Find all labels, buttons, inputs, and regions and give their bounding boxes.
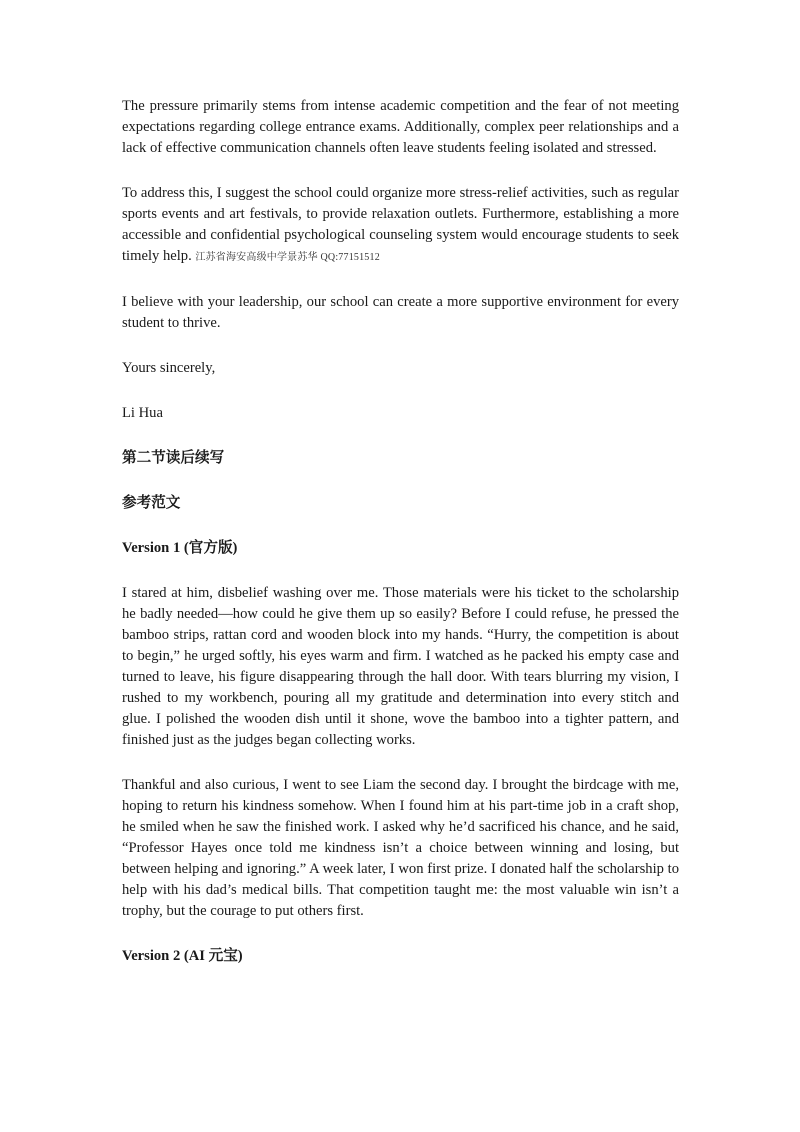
letter-signature: Li Hua bbox=[122, 405, 163, 421]
document-page bbox=[122, 96, 679, 967]
paragraph-suggestion-text: To address this, I suggest the school could organize more stress-relief activities, such as regular sports events and art festivals, to provide relaxation outlets. Furthermore, establishing a more accessible and confidential psychological counseling system would encourage students to seek timely help. bbox=[122, 185, 679, 264]
reference-heading: 参考范文 bbox=[122, 495, 181, 511]
version2-heading: Version 2 (AI 元宝) bbox=[122, 948, 243, 964]
author-watermark: 江苏省海安高级中学景苏华 QQ:77151512 bbox=[195, 252, 380, 263]
version1-paragraph-2: Thankful and also curious, I went to see Liam the second day. I brought the birdcage with me, hoping to return his kindness somehow. When I found him at his part-time job in a craft shop, he smiled when he saw the finished work. I asked why he’d sacrificed his chance, and he said, “Professor Hayes once told me kindness isn’t a choice between winning and losing, but between helping and ignoring.” A week later, I won first prize. I donated half the scholarship to help with his dad’s medical bills. That competition taught me: the most valuable win isn’t a trophy, but the courage to put others first. bbox=[122, 777, 679, 919]
paragraph-pressure: The pressure primarily stems from intense academic competition and the fear of not meeting expectations regarding college entrance exams. Additionally, complex peer relationships and a lack of effective communication channels often leave students feeling isolated and stressed. bbox=[122, 98, 679, 156]
section-heading: 第二节读后续写 bbox=[122, 450, 225, 466]
paragraph-belief: I believe with your leadership, our school can create a more supportive environment for every student to thrive. bbox=[122, 294, 679, 331]
paragraph-suggestion bbox=[122, 183, 679, 268]
letter-closing: Yours sincerely, bbox=[122, 360, 216, 376]
version1-heading: Version 1 (官方版) bbox=[122, 540, 238, 556]
version1-paragraph-1: I stared at him, disbelief washing over me. Those materials were his ticket to the scholarship he badly needed—how could he give them up so easily? Before I could refuse, he pressed the bamboo strips, rattan cord and wooden block into my hands. “Hurry, the competition is about to begin,” he urged softly, his eyes warm and firm. I watched as he packed his empty case and turned to leave, his figure disappearing through the hall door. With tears blurring my vision, I rushed to my workbench, pouring all my gratitude and determination into every stitch and glue. I polished the wooden dish until it shone, wove the bamboo into a tighter pattern, and finished just as the judges began collecting works. bbox=[122, 585, 679, 748]
